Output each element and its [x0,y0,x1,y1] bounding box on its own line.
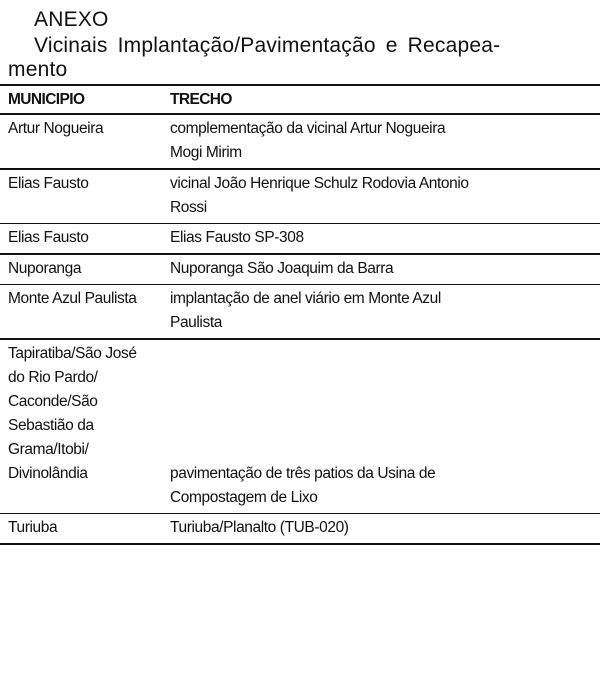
table-row [0,170,600,223]
municipio-cell-line: Tapiratiba/São José [8,344,137,362]
trecho-cell-line: vicinal João Henrique Schulz Rodovia Antonio [170,174,469,192]
municipio-cell-line: Caconde/São [8,392,98,410]
table-row [0,340,600,513]
municipio-cell-line: Sebastião da [8,416,94,434]
trecho-cell-line: Turiuba/Planalto (TUB-020) [170,519,349,536]
trecho-cell-line: Mogi Mirim [170,144,242,161]
trecho-cell-line: implantação de anel viário em Monte Azul [170,290,441,307]
municipio-cell-line: Grama/Itobi/ [8,440,89,458]
municipio-cell-line: Elias Fausto [8,174,89,192]
trecho-cell-line: pavimentação de três patios da Usina de [170,464,436,482]
trecho-cell-line: Paulista [170,314,222,331]
municipio-cell-line: Divinolândia [8,464,88,482]
road-works-table [0,84,600,545]
trecho-cell-line: Nuporanga São Joaquim da Barra [170,259,394,277]
municipio-cell-line: do Rio Pardo/ [8,368,98,386]
trecho-cell-line: complementação da vicinal Artur Nogueira [170,120,446,137]
annex-title: ANEXO [34,8,109,31]
column-header-trecho: TRECHO [170,91,232,108]
municipio-cell-line: Nuporanga [8,259,82,277]
table-row [0,285,600,338]
table-row [0,255,600,284]
column-header-municipio: MUNICIPIO [8,91,85,108]
annex-subtitle-line-1: Vicinais Implantação/Pavimentação e Recapea- [34,34,501,57]
municipio-cell-line: Turiuba [8,519,58,536]
table-header-row [0,86,600,113]
table-row [0,224,600,253]
trecho-cell-line: Compostagem de Lixo [170,488,318,506]
municipio-cell-line: Elias Fausto [8,229,89,246]
municipio-cell-line: Monte Azul Paulista [8,290,137,307]
trecho-cell-line: Rossi [170,198,207,216]
row-separator-rule [0,543,600,545]
table-row [0,115,600,168]
trecho-cell-line: Elias Fausto SP-308 [170,229,304,246]
municipio-cell-line: Artur Nogueira [8,120,104,137]
annex-subtitle-line-2: mento [8,58,68,81]
table-row [0,514,600,543]
